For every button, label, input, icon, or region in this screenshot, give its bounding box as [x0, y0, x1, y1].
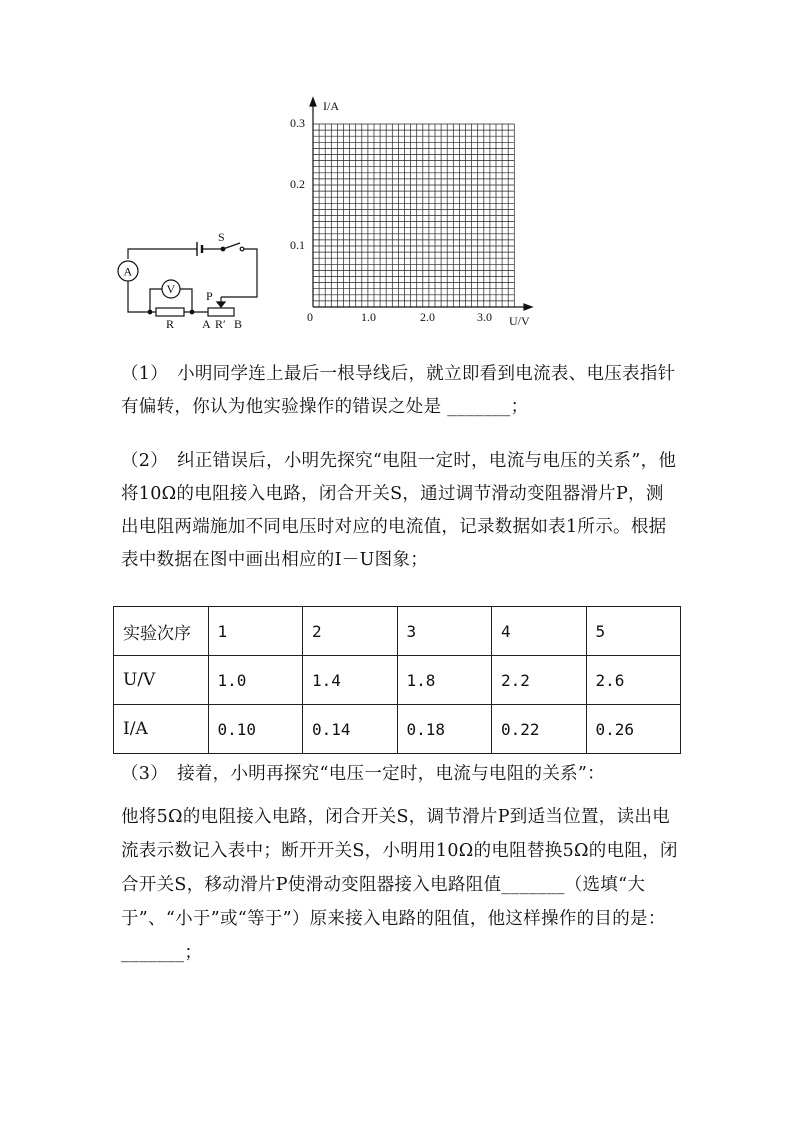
voltmeter-label: V [166, 282, 176, 296]
question-3 [121, 757, 681, 970]
origin-label: 0 [307, 310, 313, 324]
ammeter-label: A [123, 264, 133, 279]
table-cell: 1.4 [303, 656, 398, 705]
question-1: （1） 小明同学连上最后一根导线后，就立即看到电流表、电压表指针有偏转，你认为他实验操作的错误之处是 _______； [121, 364, 676, 417]
table-cell: 2.6 [586, 656, 681, 705]
table-cell: 1 [208, 607, 303, 656]
figure [110, 96, 550, 341]
switch-blade [223, 243, 240, 249]
table-cell: 0.10 [208, 705, 303, 754]
table-cell: 4 [492, 607, 587, 656]
x-tick-3: 3.0 [477, 310, 492, 324]
table-cell: 2 [303, 607, 398, 656]
x-axis-arrow [524, 304, 532, 310]
table-row [114, 607, 681, 656]
table-cell: 5 [586, 607, 681, 656]
resistor-r [156, 308, 184, 316]
table-header-cell: I/A [114, 705, 209, 754]
figure-svg [110, 96, 550, 341]
question-3-body: 他将5Ω的电阻接入电路，闭合开关S，调节滑片P到适当位置，读出电流表示数记入表中；断开开关S，小明用10Ω的电阻替换5Ω的电阻，闭合开关S，移动滑片P使滑动变阻器接入电路阻值_______（选填“大于”、“小于”或“等于”）原来接入电路的阻值，他这样操作的目的是：_______； [121, 807, 678, 963]
wire-left-bottom [128, 281, 150, 312]
table-row [114, 705, 681, 754]
graph-grid [313, 124, 514, 307]
table-row [114, 656, 681, 705]
resistor-label: R [166, 317, 175, 331]
table-cell: 0.18 [397, 705, 492, 754]
wire-right [221, 249, 257, 297]
table-header-cell: U/V [114, 656, 209, 705]
rheostat-label: R′ [215, 317, 226, 331]
y-tick-2: 0.2 [290, 177, 305, 191]
graph-labels [290, 99, 530, 328]
table-cell: 3 [397, 607, 492, 656]
switch-label: S [218, 230, 225, 244]
y-tick-3: 0.3 [290, 116, 305, 130]
data-table [113, 606, 681, 754]
terminal-b-label: B [234, 317, 243, 331]
x-axis-label: U/V [509, 314, 530, 328]
table-cell: 1.8 [397, 656, 492, 705]
circuit-diagram [118, 242, 257, 316]
terminal-a-label: A [202, 317, 211, 331]
x-tick-1: 1.0 [361, 310, 376, 324]
switch-contact [240, 247, 244, 251]
table-cell: 1.0 [208, 656, 303, 705]
question-2: （2） 纠正错误后，小明先探究“电阻一定时，电流与电压的关系”，他将10Ω的电阻接入电路，闭合开关S，通过调节滑动变阻器滑片P，测出电阻两端施加不同电压时对应的电流值，记录数据如表1所示。根据表中数据在图中画出相应的I－U图象； [121, 451, 677, 570]
table-header-cell: 实验次序 [114, 607, 209, 656]
y-axis-arrow [310, 98, 316, 106]
rheostat-body [208, 308, 234, 316]
y-axis-label: I/A [323, 99, 339, 113]
table-cell: 0.26 [586, 705, 681, 754]
x-tick-2: 2.0 [420, 310, 435, 324]
table-cell: 2.2 [492, 656, 587, 705]
table-cell: 0.14 [303, 705, 398, 754]
question-3-lead: （3） 接着，小明再探究“电压一定时，电流与电阻的关系”： [121, 764, 605, 784]
wire-top-left [128, 249, 197, 259]
table-cell: 0.22 [492, 705, 587, 754]
y-tick-1: 0.1 [290, 238, 305, 252]
slider-arrow [217, 302, 225, 307]
slider-label: P [206, 289, 213, 303]
